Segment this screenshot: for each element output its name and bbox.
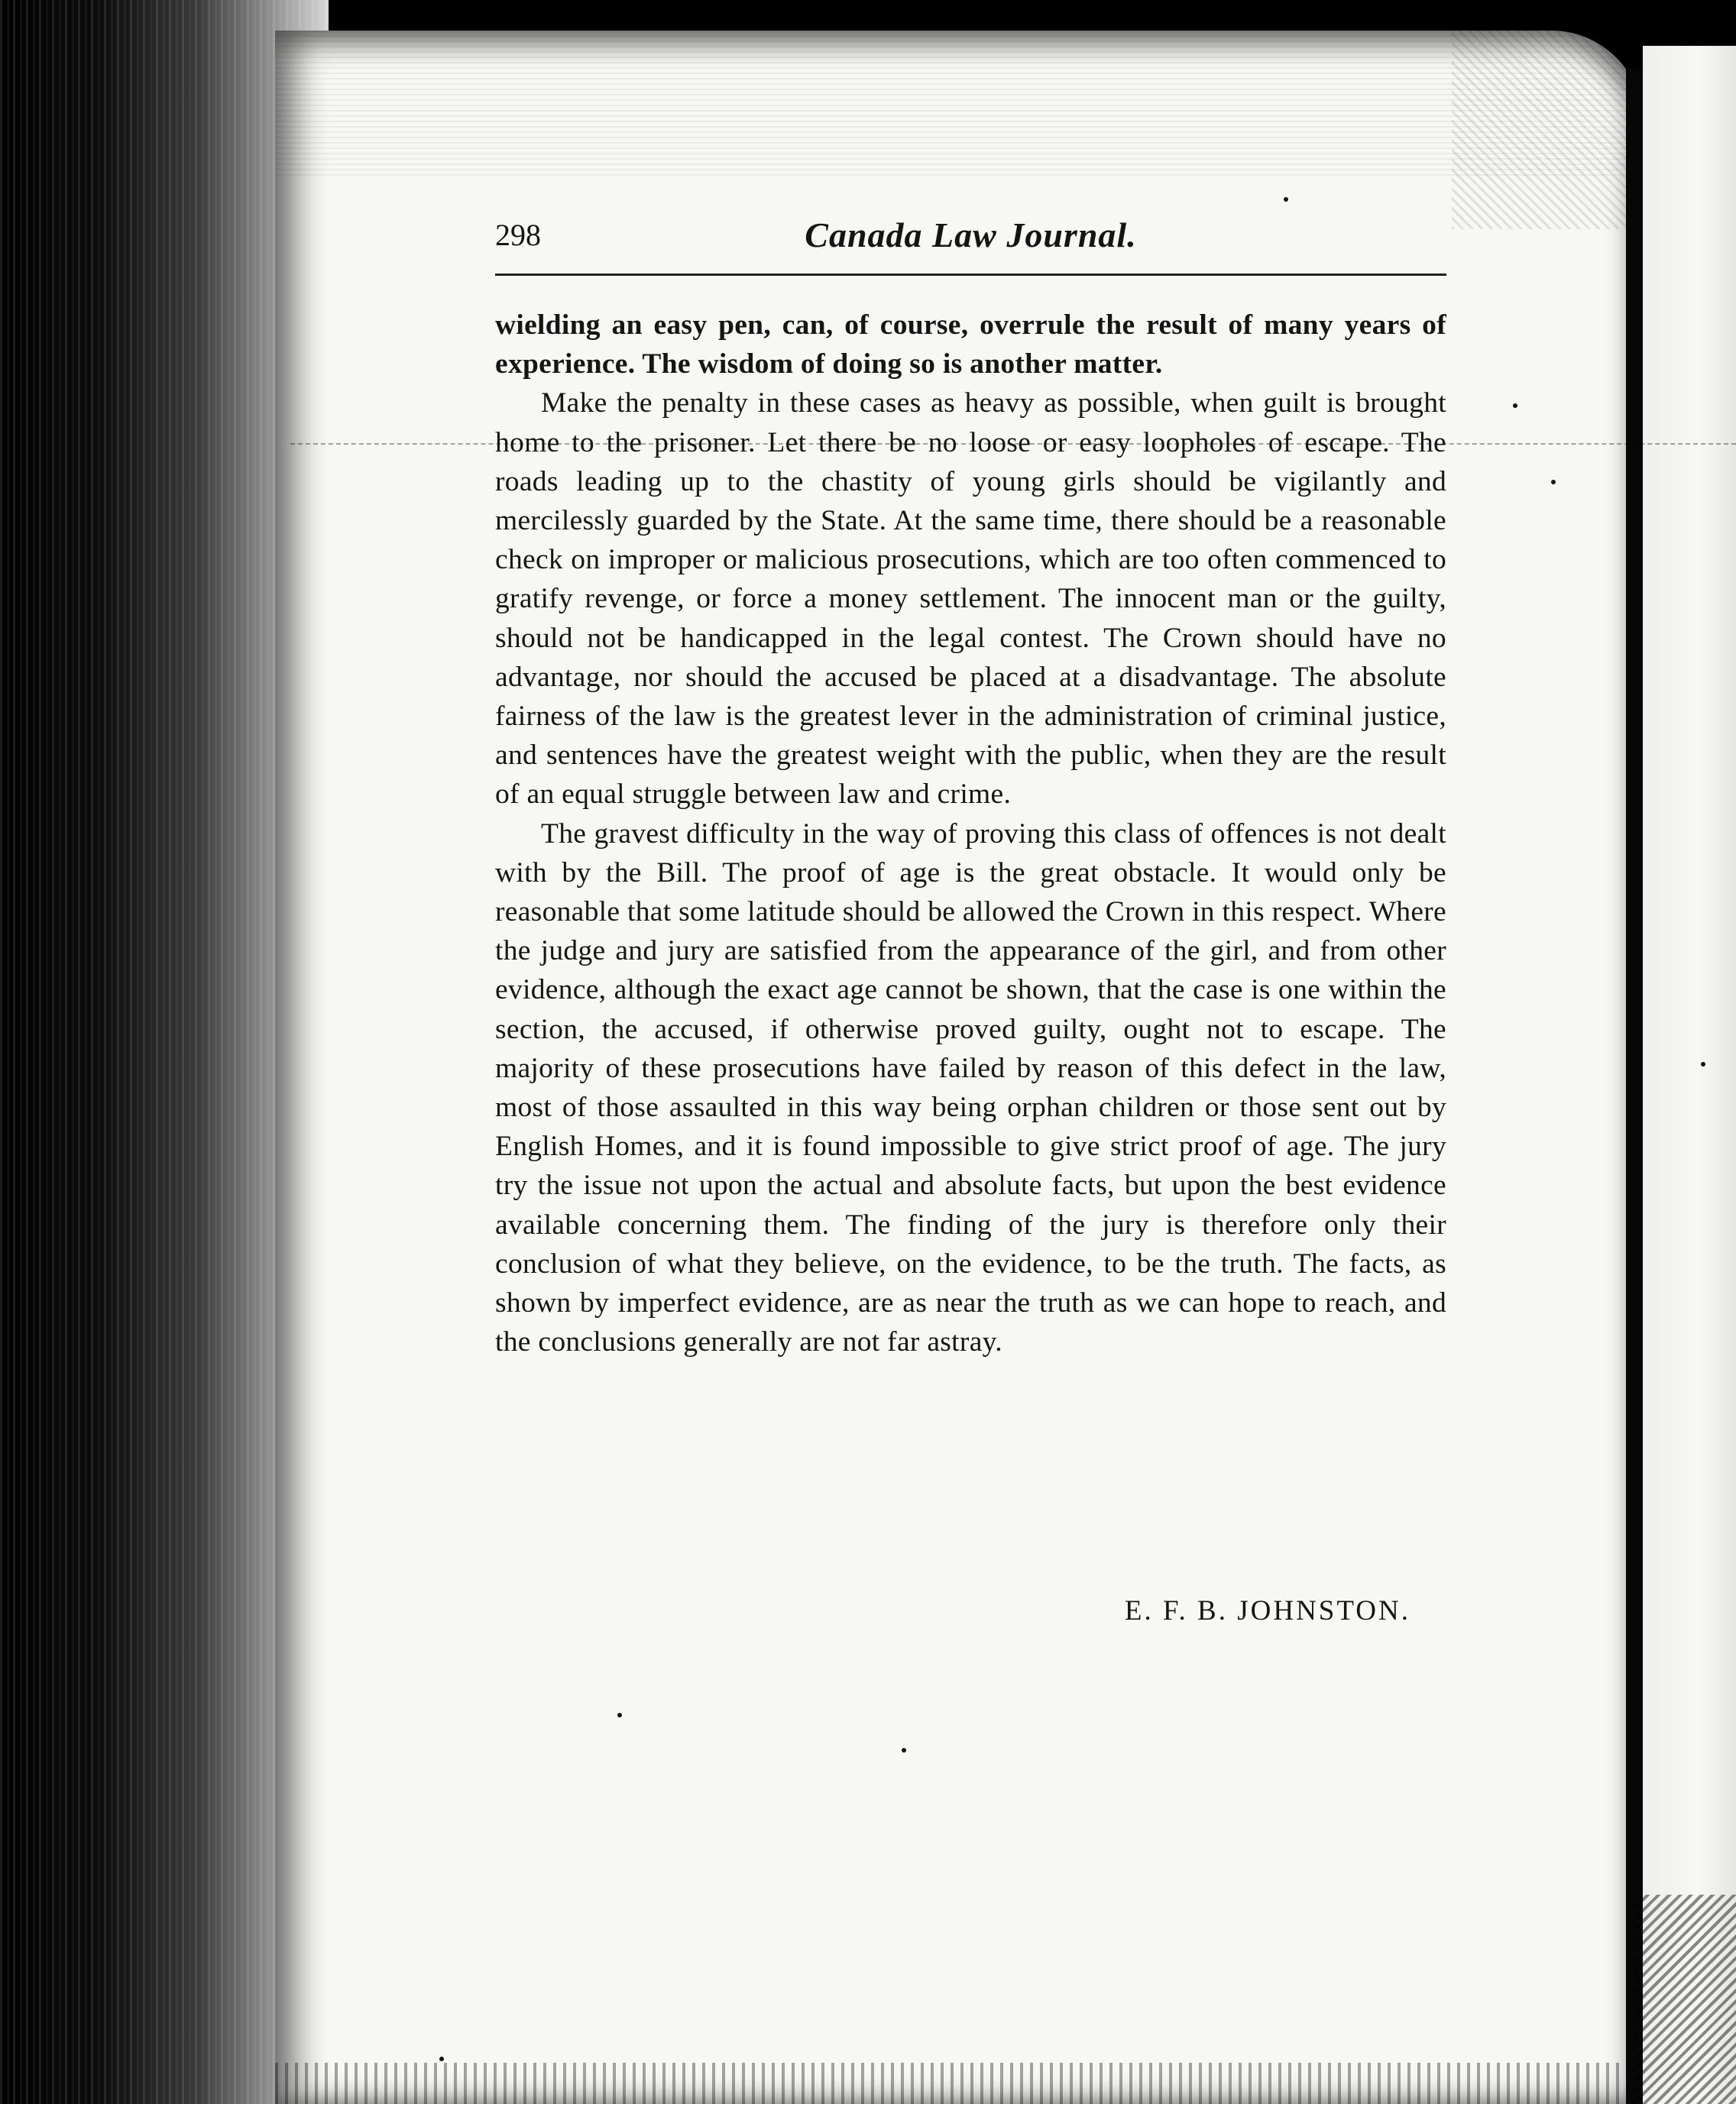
scan-noise-top [275,31,1643,176]
scan-speck [1513,403,1517,408]
page-right-edge [1626,69,1643,2104]
scan-speck [439,2057,444,2061]
running-head [495,212,1446,258]
article-body [495,306,1446,1361]
scan-noise-bottom-right [1635,1895,1736,2104]
paragraph-penalty: Make the penalty in these cases as heavy as possible, when guilt is brought home to the prisoner. Let there be no loose or easy loopholes of escape. The roads leading up to the chastity of young girls should be vigilantly and mercilessly guarded by the State. At the same time, there should be a reasonable check on improper or malicious prosecutions, which are too often commenced to gratify revenge, or force a money settlement. The innocent man or the guilty, should not be handicapped in the legal contest. The Crown should have no advantage, nor should the accused be placed at a disadvantage. The absolute fairness of the law is the greatest lever in the administration of criminal justice, and sentences have the greatest weight with the public, when they are the result of an equal struggle between law and crime. [495,387,1446,811]
header-rule [495,274,1446,276]
scan-speck [902,1748,906,1753]
scan-noise-bottom [275,2063,1643,2104]
scan-speck [1284,197,1288,202]
author-signature: E. F. B. JOHNSTON. [1124,1595,1410,1627]
next-page-strip [1643,46,1736,2104]
paragraph-proof-of-age: The gravest difficulty in the way of proving this class of offences is not dealt with by the Bill. The proof of age is the great obstacle. It would only be reasonable that some latitude should be allowed the Crown in this respect. Where the judge and jury are satisfied from the appearance of the girl, and from other evidence, although the exact age cannot be shown, that the case is one within the section, the accused, if otherwise proved guilty, ought not to escape. The majority of these prosecutions have failed by reason of this defect in the law, most of those assaulted in this way being orphan children or those sent out by English Homes, and it is found impossible to give strict proof of age. The jury try the issue not upon the actual and absolute facts, but upon the best evidence available concerning them. The finding of the jury is therefore only their conclusion of what they believe, on the evidence, to be the truth. The facts, as shown by imperfect evidence, are as near the truth as we can hope to reach, and the conclusions generally are not far astray. [495,817,1446,1358]
paragraph-continued: wielding an easy pen, can, of course, overrule the result of many years of experience. The wisdom of doing so is another matter. [495,309,1446,380]
page-number: 298 [495,218,541,252]
scan-speck [1701,1062,1705,1067]
scan-speck [617,1713,622,1717]
journal-title: Canada Law Journal. [805,215,1137,254]
scan-speck [1551,480,1556,484]
